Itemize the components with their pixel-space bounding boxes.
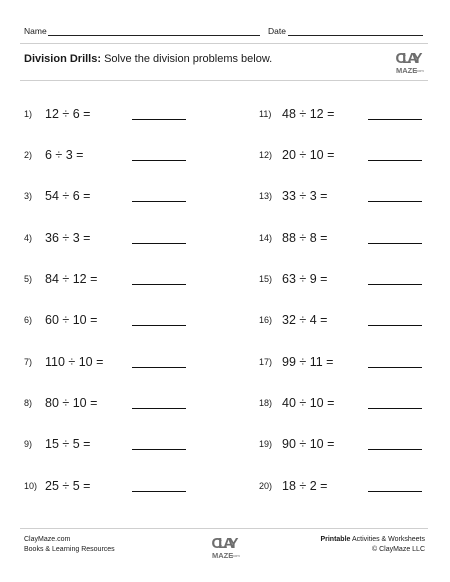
- problem-number: 4): [24, 233, 33, 243]
- answer-line[interactable]: [368, 243, 422, 244]
- answer-line[interactable]: [132, 408, 186, 409]
- problem-expression: 80 ÷ 10 =: [45, 396, 98, 410]
- problem-number: 8): [24, 398, 33, 408]
- footer-logo-right-text: .com: [231, 553, 240, 558]
- name-field-line: [48, 35, 260, 36]
- problem-number: 3): [24, 191, 33, 201]
- problem-expression: 36 ÷ 3 =: [45, 231, 91, 245]
- problem-20: [259, 479, 429, 495]
- problem-expression: 60 ÷ 10 =: [45, 313, 98, 327]
- answer-line[interactable]: [368, 201, 422, 202]
- answer-line[interactable]: [132, 160, 186, 161]
- answer-line[interactable]: [132, 284, 186, 285]
- footer-site: ClayMaze.com: [24, 536, 71, 543]
- problem-expression: 84 ÷ 12 =: [45, 272, 98, 286]
- problem-expression: 18 ÷ 2 =: [282, 479, 328, 493]
- problem-number: 15): [259, 274, 273, 284]
- problem-number: 1): [24, 109, 33, 119]
- logo-top-text: CLAY: [395, 50, 423, 67]
- problem-number: 16): [259, 315, 273, 325]
- problem-17: [259, 355, 429, 371]
- answer-line[interactable]: [368, 491, 422, 492]
- problem-9: [24, 437, 194, 453]
- problem-expression: 6 ÷ 3 =: [45, 148, 84, 162]
- answer-line[interactable]: [368, 449, 422, 450]
- problem-number: 12): [259, 150, 273, 160]
- footer-logo: [210, 531, 240, 561]
- problem-expression: 63 ÷ 9 =: [282, 272, 328, 286]
- problem-expression: 48 ÷ 12 =: [282, 107, 335, 121]
- footer-divider: [20, 528, 428, 529]
- problem-16: [259, 313, 429, 329]
- answer-line[interactable]: [132, 449, 186, 450]
- problem-number: 11): [259, 109, 272, 119]
- answer-line[interactable]: [132, 201, 186, 202]
- problem-expression: 25 ÷ 5 =: [45, 479, 91, 493]
- problem-5: [24, 272, 194, 288]
- footer-tagline: Books & Learning Resources: [24, 546, 115, 553]
- problem-number: 7): [24, 357, 33, 367]
- problem-number: 10): [24, 481, 38, 491]
- instructions-title: Division Drills:: [24, 53, 102, 65]
- footer-printable-rest: Activities & Worksheets: [350, 536, 425, 543]
- problem-13: [259, 189, 429, 205]
- instructions-text: Solve the division problems below.: [104, 53, 273, 65]
- name-label: Name: [24, 26, 47, 36]
- problem-15: [259, 272, 429, 288]
- answer-line[interactable]: [368, 367, 422, 368]
- problem-7: [24, 355, 194, 371]
- footer-printable-bold: Printable: [320, 536, 351, 543]
- logo-right-text: .com: [415, 68, 424, 73]
- problem-18: [259, 396, 429, 412]
- problem-10: [24, 479, 194, 495]
- answer-line[interactable]: [132, 491, 186, 492]
- problem-number: 18): [259, 398, 273, 408]
- problem-number: 6): [24, 315, 33, 325]
- problem-14: [259, 231, 429, 247]
- answer-line[interactable]: [368, 325, 422, 326]
- problem-expression: 40 ÷ 10 =: [282, 396, 335, 410]
- problem-expression: 12 ÷ 6 =: [45, 107, 91, 121]
- problem-expression: 54 ÷ 6 =: [45, 189, 91, 203]
- problem-number: 17): [259, 357, 273, 367]
- instructions: [24, 53, 272, 65]
- problem-4: [24, 231, 194, 247]
- problem-expression: 90 ÷ 10 =: [282, 437, 335, 451]
- problem-number: 14): [259, 233, 273, 243]
- problem-11: [259, 107, 429, 123]
- problem-expression: 33 ÷ 3 =: [282, 189, 328, 203]
- problem-expression: 88 ÷ 8 =: [282, 231, 328, 245]
- problem-19: [259, 437, 429, 453]
- footer-copyright: © ClayMaze LLC: [371, 546, 425, 553]
- problem-3: [24, 189, 194, 205]
- header-divider: [20, 43, 428, 44]
- date-field-line: [288, 35, 423, 36]
- problem-number: 20): [259, 481, 273, 491]
- footer-logo-top-text: CLAY: [211, 535, 239, 552]
- answer-line[interactable]: [368, 119, 422, 120]
- answer-line[interactable]: [368, 408, 422, 409]
- problem-8: [24, 396, 194, 412]
- problem-expression: 110 ÷ 10 =: [45, 355, 104, 369]
- problem-number: 13): [259, 191, 273, 201]
- problem-number: 2): [24, 150, 33, 160]
- answer-line[interactable]: [132, 119, 186, 120]
- answer-line[interactable]: [368, 284, 422, 285]
- answer-line[interactable]: [368, 160, 422, 161]
- date-label: Date: [268, 26, 286, 36]
- problem-expression: 32 ÷ 4 =: [282, 313, 328, 327]
- footer-printable: [320, 536, 425, 543]
- problem-expression: 20 ÷ 10 =: [282, 148, 335, 162]
- problem-number: 19): [259, 439, 273, 449]
- problem-12: [259, 148, 429, 164]
- claymaze-logo: [394, 46, 424, 76]
- problem-number: 9): [24, 439, 33, 449]
- problem-expression: 99 ÷ 11 =: [282, 355, 334, 369]
- problem-expression: 15 ÷ 5 =: [45, 437, 91, 451]
- answer-line[interactable]: [132, 243, 186, 244]
- problem-1: [24, 107, 194, 123]
- problem-2: [24, 148, 194, 164]
- problem-number: 5): [24, 274, 33, 284]
- answer-line[interactable]: [132, 325, 186, 326]
- footer-logo-left-text: MAZE: [212, 551, 234, 560]
- answer-line[interactable]: [132, 367, 186, 368]
- instructions-divider: [20, 80, 428, 81]
- logo-left-text: MAZE: [396, 66, 418, 75]
- problem-6: [24, 313, 194, 329]
